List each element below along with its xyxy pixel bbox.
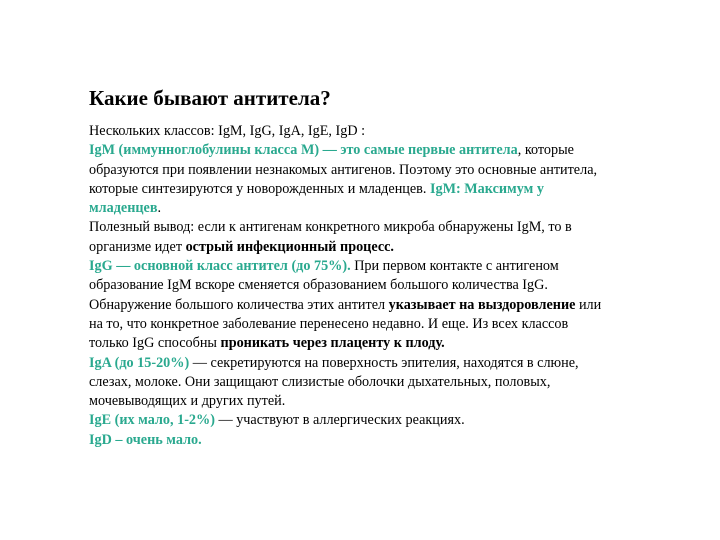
- body-line: [89, 276, 689, 295]
- highlight-text: IgD – очень мало.: [89, 431, 202, 448]
- slide-body: [89, 122, 689, 450]
- body-text-segment: При первом контакте с антигеном: [350, 258, 559, 275]
- highlight-text: IgG — основной класс антител (до 75%).: [89, 258, 351, 275]
- highlight-text: IgE (их мало, 1-2%): [89, 412, 215, 429]
- body-text-segment: , которые: [517, 142, 574, 159]
- bold-text: острый инфекционный процесс.: [185, 238, 394, 255]
- body-text-segment: или: [575, 296, 602, 313]
- body-line: [89, 122, 689, 141]
- body-text-segment: .: [157, 200, 162, 217]
- highlight-text: IgM: Максимум у: [429, 180, 544, 197]
- body-line: [89, 431, 689, 450]
- body-text-segment: организме идет: [89, 238, 186, 255]
- body-text-segment: Полезный вывод: если к антигенам конкретного микроба обнаружены IgM, то в: [89, 219, 572, 236]
- body-line: [89, 218, 689, 237]
- body-text-segment: на то, что конкретное заболевание перенесено недавно. И еще. Из всех классов: [89, 315, 569, 332]
- body-text-segment: которые синтезируются у новорожденных и младенцев.: [89, 180, 430, 197]
- body-line: [89, 334, 689, 353]
- highlight-text: IgM (иммунноглобулины класса М) — это самые первые антитела: [89, 142, 518, 159]
- body-line: [89, 315, 689, 334]
- body-line: [89, 411, 689, 430]
- highlight-text: младенцев: [89, 200, 158, 217]
- body-line: [89, 180, 689, 199]
- body-text-segment: — участвуют в аллергических реакциях.: [214, 412, 465, 429]
- body-line: [89, 141, 689, 160]
- body-text-segment: Нескольких классов: IgM, IgG, IgA, IgE, IgD :: [89, 123, 366, 139]
- body-text-segment: только IgG способны: [89, 335, 221, 352]
- body-line: [89, 238, 689, 257]
- body-line: [89, 257, 689, 276]
- body-text-segment: — секретируются на поверхность эпителия, находятся в слюне,: [189, 354, 579, 371]
- body-text-segment: образуются при появлении незнакомых антигенов. Поэтому это основные антитела,: [89, 161, 598, 178]
- body-line: [89, 296, 689, 315]
- body-text-segment: образование IgM вскоре сменяется образованием большого количества IgG.: [89, 277, 548, 294]
- body-text-segment: слезах, молоке. Они защищают слизистые оболочки дыхательных, половых,: [89, 373, 551, 390]
- bold-text: проникать через плаценту к плоду.: [220, 335, 445, 352]
- body-line: [89, 199, 689, 218]
- body-line: [89, 161, 689, 180]
- body-line: [89, 373, 689, 392]
- body-line: [89, 392, 689, 411]
- body-text-segment: мочевыводящих и других путей.: [89, 393, 286, 410]
- highlight-text: IgA (до 15-20%): [89, 354, 190, 371]
- body-line: [89, 354, 689, 373]
- bold-text: указывает на выздоровление: [388, 296, 576, 313]
- slide-title: Какие бывают антитела?: [89, 86, 331, 110]
- body-text-segment: Обнаружение большого количества этих антител: [89, 296, 389, 313]
